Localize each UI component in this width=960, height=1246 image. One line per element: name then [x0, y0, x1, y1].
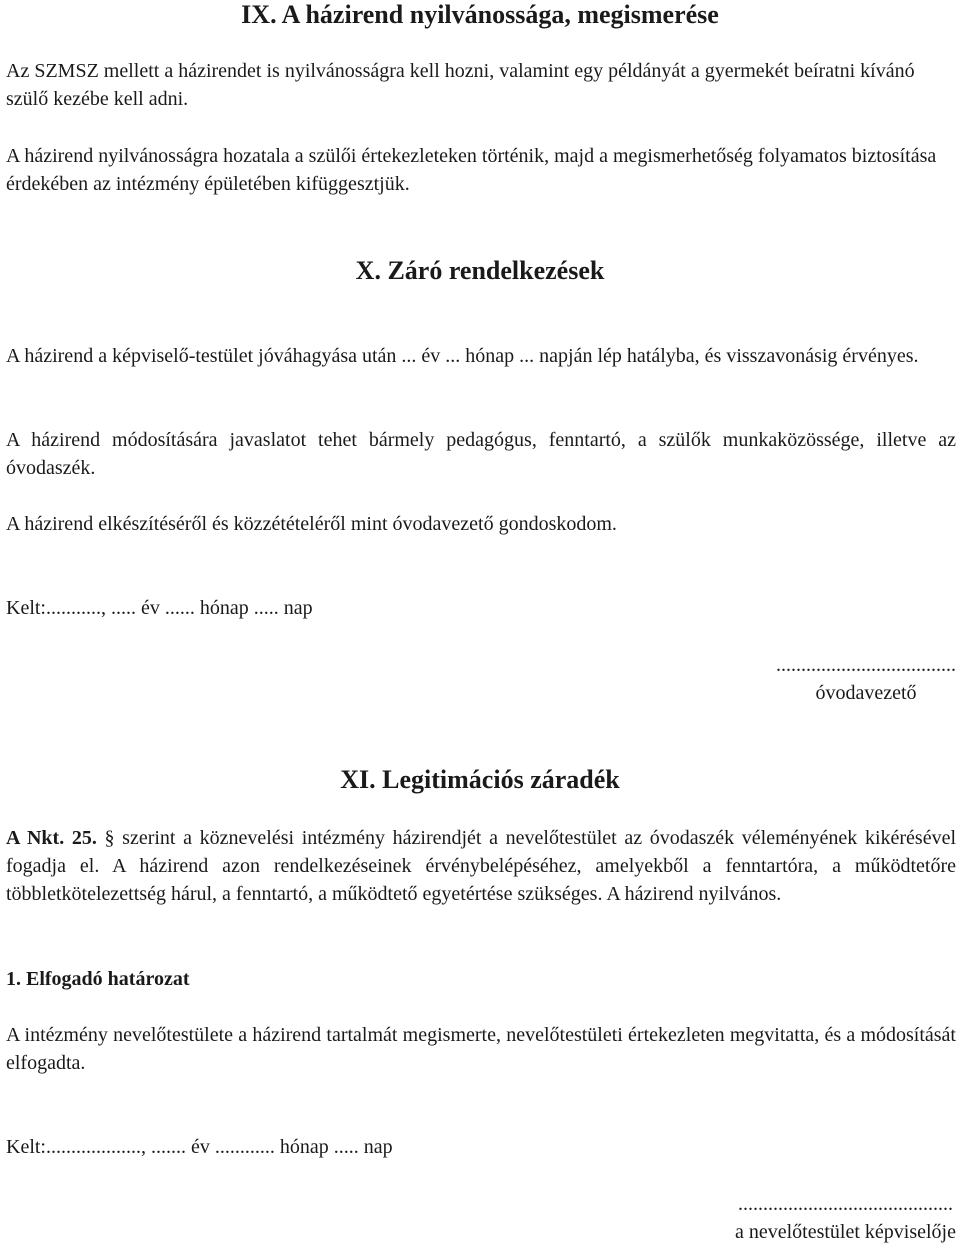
director-signature-line: ....................................	[776, 654, 956, 676]
section-11-heading: XI. Legitimációs záradék	[340, 765, 620, 794]
resolution-text: A intézmény nevelőtestülete a házirend tartalmát megismerte, nevelőtestületi értekezleten megvitatta, és a módosítását elfogadta.	[6, 1024, 956, 1074]
staff-signature-role: a nevelőtestület képviselője	[734, 1221, 956, 1243]
section-9-heading: IX. A házirend nyilvánossága, megismerése	[241, 0, 719, 29]
staff-signature-block	[735, 1190, 956, 1246]
legitimation-text: szerint a köznevelési intézmény házirendjét a nevelőtestület az óvodaszék véleményének kikérésével fogadja el. A házirend azon rendelkezéseinek érvénybelépéséhez, amelyekből a fenntartóra, a működtetőre többletkötelezettség hárul, a fenntartó, a működtető egyetértése szükséges. A házirend nyilvános.	[6, 827, 957, 905]
director-signature-role: óvodavezető	[815, 682, 917, 704]
section-11-date-line: Kelt:..................., ....... év ............ hónap ..... nap	[6, 1136, 393, 1158]
section-symbol: §	[104, 827, 115, 849]
resolution-heading: 1. Elfogadó határozat	[6, 968, 190, 990]
section-10-heading: X. Záró rendelkezések	[355, 256, 605, 285]
section-11-paragraph	[6, 824, 956, 908]
director-signature-block	[776, 651, 956, 707]
section-10-paragraph-3: A házirend elkészítéséről és közzétételéről mint óvodavezető gondoskodom.	[6, 513, 617, 535]
section-10-date-line: Kelt:..........., ..... év ...... hónap ..... nap	[6, 597, 313, 619]
law-reference: A Nkt. 25.	[6, 827, 97, 849]
staff-signature-line: ...........................................	[737, 1193, 953, 1215]
section-9-paragraph-1: Az SZMSZ mellett a házirendet is nyilvánosságra kell hozni, valamint egy példányát a gyermekét beíratni kívánó szülő kezébe kell adni.	[6, 60, 915, 110]
section-10-paragraph-1: A házirend a képviselő-testület jóváhagyása után ... év ... hónap ... napján lép hatályba, és visszavonásig érvényes.	[6, 345, 919, 367]
section-10-paragraph-2: A házirend módosítására javaslatot tehet bármely pedagógus, fenntartó, a szülők munkaközössége, illetve az óvodaszék.	[6, 429, 956, 479]
section-9-paragraph-2: A házirend nyilvánosságra hozatala a szülői értekezleteken történik, majd a megismerhetőség folyamatos biztosítása érdekében az intézmény épületében kifüggesztjük.	[6, 145, 937, 195]
